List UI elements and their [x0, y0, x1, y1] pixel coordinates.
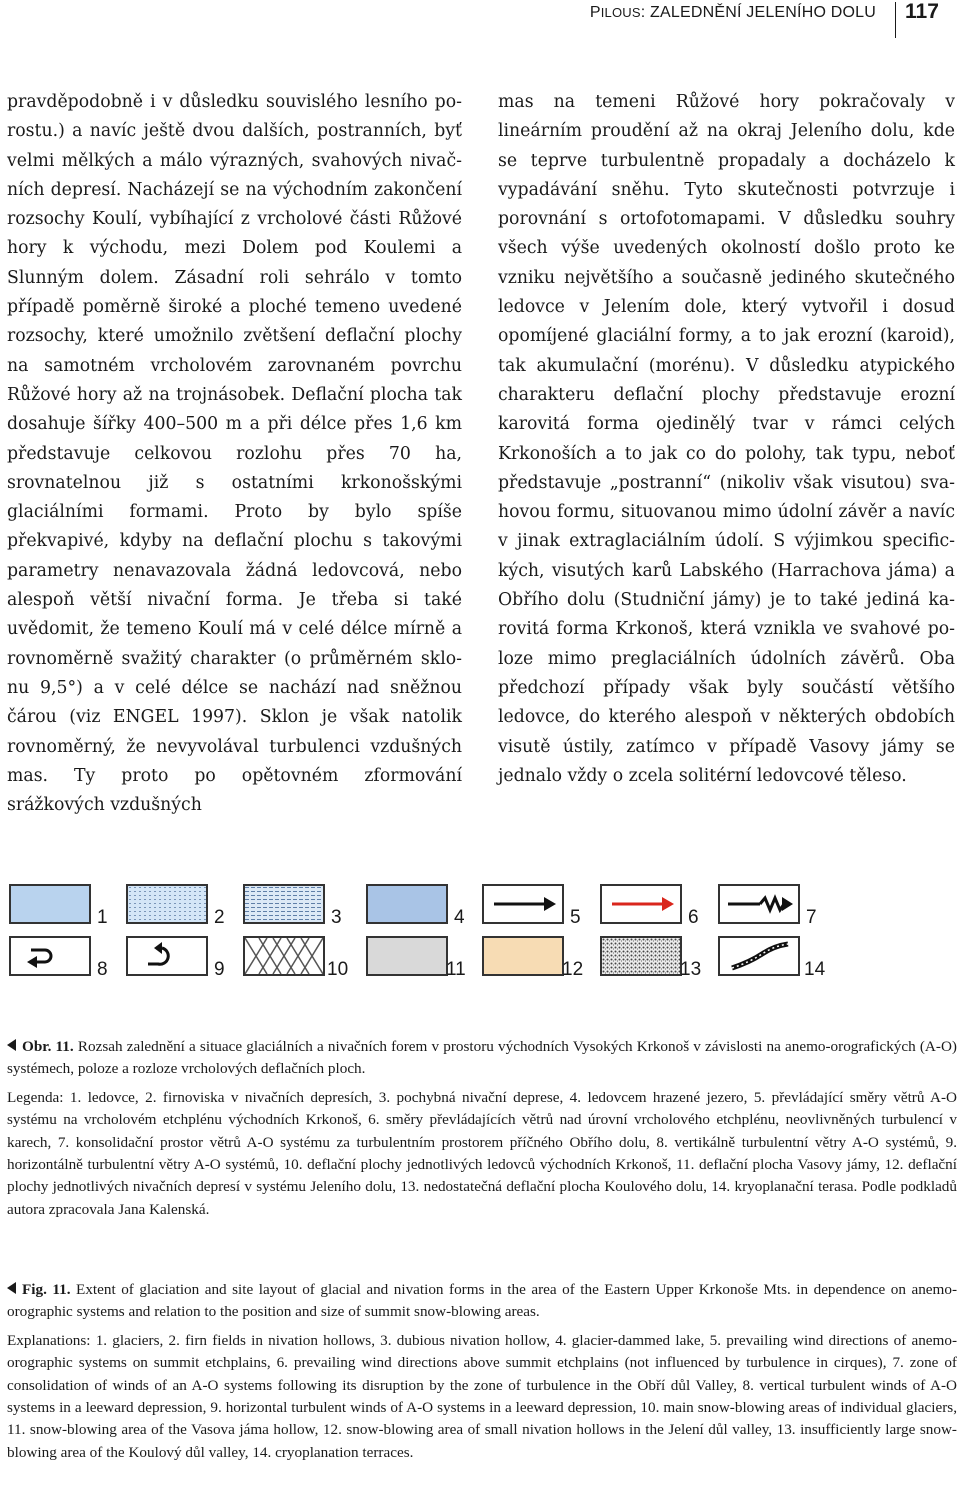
caption-legend-cz: Legenda: 1. ledovce, 2. firnoviska v nivačních depresích, 3. pochybná nivační deprese, 4. ledovcem hrazené jezero, 5. převládající směry větrů A-O systému na vrcholovém etchplénu východních Krkonoš, 6. směry převládajících větrů nad úrovní vrcholového etchplénu, neovlivněných turbulencí v karech, 7. konsolidační prostor větrů A-O systému za turbulentním prostorem příčného Obřího dolu, 8. vertikálně turbulentní větry A-O systémů, 9. horizontálně turbulentní větry A-O systémů, 10. deflační plochy jednotlivých ledovců východních Krkonoš, 11. deflační plocha Vasovy jámy, 12. deflační plochy jednotlivých nivačních depresí v systému Jeleního dolu, 13. nedostatečná deflační plocha Koulového dolu, 14. kryoplanační terasa. Podle podkladů autora zpracovala Jana Kalenská.: [7, 1088, 957, 1218]
nivation-blowing-swatch: [482, 936, 564, 976]
horizontal-turbulence-swatch: [126, 936, 208, 976]
hatched-lines-icon: [245, 938, 323, 974]
author-initial: P: [589, 4, 601, 21]
arrow-red-icon: [602, 886, 680, 922]
dubious-hollow-swatch: [243, 884, 325, 924]
legend-number: 6: [688, 907, 699, 928]
body-column-left: [7, 88, 462, 820]
running-title: : ZALEDNĚNÍ JELENÍHO DOLU: [640, 4, 876, 21]
caption-pointer-icon: [7, 1039, 16, 1051]
legend-number: 3: [331, 907, 342, 928]
vertical-turbulence-icon: [11, 938, 89, 974]
horizontal-turbulence-icon: [128, 938, 206, 974]
legend-number: 7: [806, 907, 817, 928]
legend-number: 8: [97, 959, 108, 980]
caption-pointer-icon: [7, 1282, 16, 1294]
caption-label-cz: Obr. 11.: [22, 1038, 74, 1055]
figure-caption-english: [7, 1279, 957, 1464]
arrow-black-icon: [484, 886, 562, 922]
firn-dots-icon: [128, 886, 206, 922]
running-head: [590, 4, 876, 22]
dotted-area-swatch: [600, 936, 682, 976]
dubious-lines-icon: [245, 886, 323, 922]
zigzag-arrow-swatch: [718, 884, 800, 924]
legend-number: 12: [562, 959, 584, 980]
legend-number: 13: [680, 959, 702, 980]
vertical-turbulence-swatch: [9, 936, 91, 976]
legend-number: 10: [327, 959, 349, 980]
figure-legend: [0, 870, 960, 990]
page-number: 117: [905, 0, 939, 23]
caption-text-en: Extent of glaciation and site layout of glacial and nivation forms in the area of the Eastern Upper Krkonoše Mts. in dependence on anemo-orographic systems and relation to the position and size of summit snow-blowing areas.: [7, 1281, 957, 1321]
arrow-black-swatch: [482, 884, 564, 924]
cryoplanation-terrace-swatch: [718, 936, 800, 976]
caption-text-cz: Rozsah zalednění a situace glaciálních a nivačních forem v prostoru východních Vysokých Krkonoš v závislosti na anemo-orografických (A-O) systémech, poloze a rozloze vrcholových deflačních ploch.: [7, 1038, 957, 1078]
dotted-pattern-icon: [602, 938, 680, 974]
legend-number: 4: [454, 907, 465, 928]
caption-title-cz: [7, 1036, 957, 1081]
author-name-smallcaps: ILOUS: [600, 5, 641, 20]
dammed-lake-swatch: [366, 884, 448, 924]
legend-number: 2: [214, 907, 225, 928]
caption-legend-en: Explanations: 1. glaciers, 2. firn fields in nivation hollows, 3. dubious nivation hollow, 4. glacier-dammed lake, 5. prevailing wind directions of anemo-orographic systems on summit etchplains, 6. prevailing wind directions above summit etchplains (not influenced by turbulence in cirques), 7. zone of consolidation of winds of an A-O systems following its disruption by the zone of turbulence in the Obří důl Valley, 8. vertical turbulent winds of A-O systems in a leeward depression, 9. horizontal turbulent winds of A-O systems in a leeward depression, 10. main snow-blowing areas of individual glaciers, 11. snow-blowing area of the Vasova jáma hollow, 12. snow-blowing area of small nivation hollows in the Jelení důl valley, 13. insufficiently large snow-blowing area of the Koulový důl valley, 14. cryoplanation terraces.: [7, 1331, 957, 1461]
legend-number: 14: [804, 959, 826, 980]
caption-title-en: [7, 1279, 957, 1324]
cryoplanation-terrace-icon: [720, 938, 798, 974]
caption-label-en: Fig. 11.: [22, 1281, 71, 1298]
firn-field-swatch: [126, 884, 208, 924]
legend-number: 5: [570, 907, 581, 928]
legend-number: 9: [214, 959, 225, 980]
zigzag-arrow-icon: [720, 886, 798, 922]
legend-number: 1: [97, 907, 108, 928]
glacier-swatch: [9, 884, 91, 924]
body-paragraph-right: mas na temeni Růžové hory pokračovaly v lineárním proudění až na okraj Jeleního dolu, kde se teprve turbulentně propadaly a docházelo k vypadávání sněhu. Tyto skutečnosti potvrzuje i porovnání s ortofotomapami. V důsledku souhry všech výše uvedených okolností došlo proto ke vzniku největšího a současně jediného skutečného ledovce v Jelením dole, který vytvořil i dosud opomíjené glaciální formy, a to jak erozní (karoid), tak akumulační (morénu). V důsledku atypického charakteru deflační plochy představuje erozní karovitá forma ojedinělý tvar v rámci celých Krkonoších a to jak co do polohy, tak typu, neboť představuje „postranní“ (nikoliv však visutou) svahovou formu, situovanou mimo údolní závěr a navíc v jinak extraglaciálním údolí. S výjimkou specifických, visutých karů Labského (Harrachova jáma) a Obřího dolu (Studniční jámy) je to také jediná karovitá forma Krkonoš, která vznikla ve svahové poloze mimo preglaciálních údolních závěrů. Oba předchozí případy však byly součástí většího ledovce, do kterého alespoň v některých obdobích visutě ústily, zatímco v případě Vasovy jámy se jednalo vždy o zcela solitérní ledovcové těleso.: [498, 92, 955, 786]
legend-number: 11: [446, 959, 466, 980]
body-paragraph-left: pravděpodobně i v důsledku souvislého lesního porostu.) a navíc ještě dvou dalších, postranních, byť velmi mělkých a málo výrazných, svahových nivačních depresí. Nacházejí se na východním zakončení rozsochy Koulí, vybíhající z vrcholové části Růžové hory k východu, mezi Dolem pod Koulemi a Slunným dolem. Zásadní roli sehrálo v tomto případě poměrně široké a ploché temeno uvedené rozsochy, které umožnilo zvětšení deflační plochy na samotném vrcholovém zarovnaném povrchu Růžové hory až na trojnásobek. Deflační plocha tak dosahuje šířky 400–500 m a při délce přes 1,6 km představuje celkovou rozlohu přes 70 ha, srovnatelnou již s ostatními krkonošskými glaciálními formami. Proto by bylo spíše překvapivé, kdyby na deflační plochu s takovými parametry nenavazovala žádná ledovcová, nebo alespoň větší nivační forma. Je třeba si také uvědomit, že temeno Koulí má v celé délce mírně a rovnoměrně svažitý charakter (o průměrném sklonu 9,5°) a v celé délce se nachází nad sněžnou čárou (viz ENGEL 1997). Sklon je však natolik rovnoměrný, že nevyvolával turbulenci vzdušných mas. Ty proto po opětovném zformování srážkových vzdušných: [7, 92, 462, 816]
body-column-right: [498, 88, 955, 791]
snow-blowing-swatch: [366, 936, 448, 976]
figure-caption-czech: [7, 1036, 957, 1221]
hatched-area-swatch: [243, 936, 325, 976]
header-divider: [895, 2, 896, 38]
arrow-red-swatch: [600, 884, 682, 924]
page-header: [0, 0, 960, 48]
